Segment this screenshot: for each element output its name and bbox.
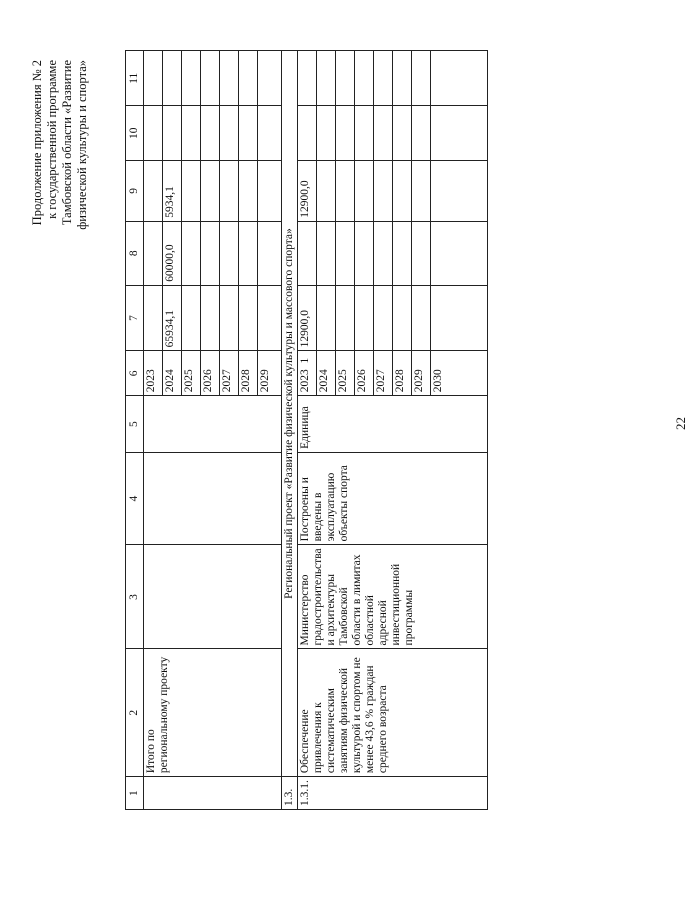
- item-number: 1.3.1.: [298, 777, 488, 810]
- caption-line: Продолжение приложения № 2: [30, 60, 44, 226]
- year: 2023: [299, 369, 311, 393]
- year: 2026: [355, 351, 374, 395]
- caption-line: к государственной программе: [45, 60, 59, 219]
- rotated-sheet: [30, 50, 688, 810]
- year: 2028: [239, 351, 258, 395]
- year: 2029: [412, 351, 431, 395]
- total-num-cell: [144, 777, 282, 810]
- program-table: [125, 50, 488, 810]
- value: [220, 286, 239, 351]
- value: 5934,1: [163, 161, 182, 221]
- section-title: Региональный проект «Развитие физической культуры и массового спорта»: [282, 51, 298, 777]
- empty-cell: [144, 452, 282, 545]
- item-description: Обеспечение привлечения к систематическим занятиям физической культурой и спортом не менее 43,6 % граждан среднего возраста: [298, 649, 488, 777]
- year: 2028: [393, 351, 412, 395]
- page-number: 22: [673, 417, 688, 430]
- year: 2026: [201, 351, 220, 395]
- total-col10-cell: [144, 106, 282, 161]
- item-col10-cell: [298, 106, 488, 161]
- value: [258, 222, 277, 285]
- value: [201, 161, 220, 221]
- value: [220, 161, 239, 221]
- item-row: [298, 51, 488, 810]
- section-row: [282, 51, 298, 810]
- value: [144, 286, 163, 351]
- col-num: 6: [126, 351, 144, 396]
- col-num: 7: [126, 285, 144, 351]
- value: [201, 222, 220, 285]
- empty-cell: [144, 545, 282, 649]
- value: [258, 286, 277, 351]
- col-num: 9: [126, 161, 144, 222]
- col-num: 11: [126, 51, 144, 106]
- col-num: 1: [126, 777, 144, 810]
- value: [144, 222, 163, 285]
- caption-line: Тамбовской области «Развитие: [60, 60, 74, 226]
- year: 2024: [163, 351, 182, 395]
- value: [239, 286, 258, 351]
- col-num: 4: [126, 452, 144, 545]
- value: 12900,0: [298, 161, 317, 221]
- year: 2027: [374, 351, 393, 395]
- col-num: 3: [126, 545, 144, 649]
- col-num: 5: [126, 396, 144, 453]
- total-col7-cell: [144, 285, 282, 351]
- value: [258, 161, 277, 221]
- item-result: Построены и введены в эксплуатацию объекты спорта: [298, 452, 488, 545]
- value: 60000,0: [163, 222, 182, 285]
- section-number: 1.3.: [282, 777, 298, 810]
- year: 2025: [182, 351, 201, 395]
- year: 2024: [317, 351, 336, 395]
- year-with-value: [298, 351, 317, 395]
- value: [182, 286, 201, 351]
- item-years-cell: [298, 351, 488, 396]
- value: [182, 161, 201, 221]
- empty-cell: [144, 396, 282, 453]
- col-num: 2: [126, 649, 144, 777]
- year: 2029: [259, 369, 271, 393]
- item-col11-cell: [298, 51, 488, 106]
- year: 2027: [220, 351, 239, 395]
- item-unit: Единица: [298, 396, 488, 453]
- caption-line: физической культуры и спорта»: [75, 60, 89, 230]
- total-years-cell: [144, 351, 282, 396]
- value: [220, 222, 239, 285]
- year: 2023: [144, 351, 163, 395]
- year: 2025: [336, 351, 355, 395]
- total-col11-cell: [144, 51, 282, 106]
- year: 2030: [432, 369, 444, 393]
- col-num: 10: [126, 106, 144, 161]
- item-executor: Министерство градостроительства и архитектуры Тамбовской области в лимитах областной адресной инвестиционной программы: [298, 545, 488, 649]
- value: [201, 286, 220, 351]
- appendix-caption: [30, 60, 90, 230]
- value: [182, 222, 201, 285]
- item-col7-cell: [298, 285, 488, 351]
- total-row: [144, 51, 282, 810]
- column-number-row: [126, 51, 144, 810]
- total-col8-cell: [144, 221, 282, 285]
- total-col9-cell: [144, 161, 282, 222]
- item-col8-cell: [298, 221, 488, 285]
- total-label: Итого по региональному проекту: [144, 649, 282, 777]
- item-col9-cell: [298, 161, 488, 222]
- value: 12900,0: [298, 286, 317, 351]
- value: [239, 161, 258, 221]
- value: 65934,1: [163, 286, 182, 351]
- col-num: 8: [126, 221, 144, 285]
- value: [144, 161, 163, 221]
- value: [239, 222, 258, 285]
- col6-value: 1: [299, 357, 311, 364]
